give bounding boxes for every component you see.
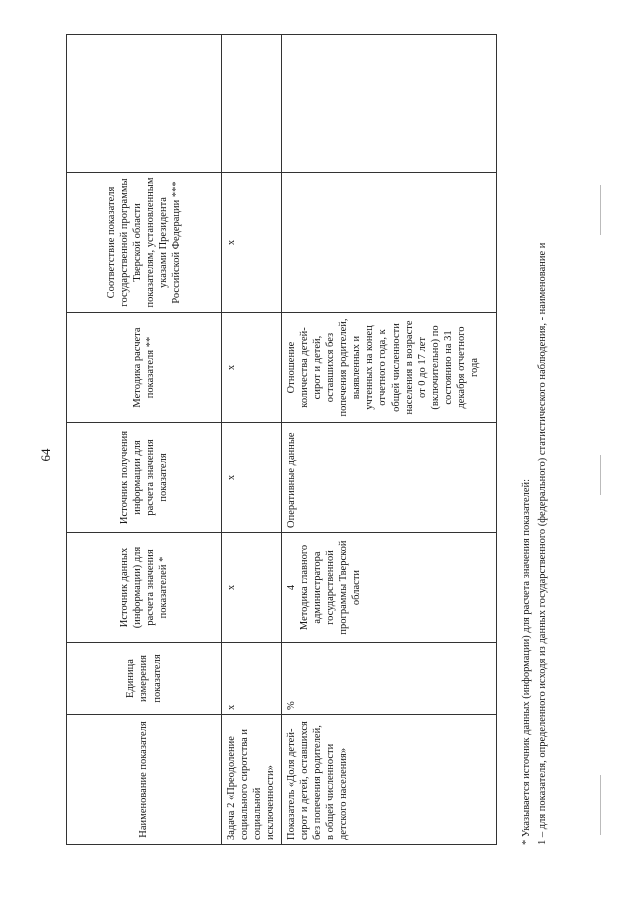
page-number: 64 [38,448,53,462]
cell-data-source [281,533,497,643]
cell-unit: % [281,643,497,715]
header-match: Соответствие показателя государственной программы Тверской области показателям, установленным указами Президента Российской Федерации *** [67,173,222,313]
cell-method: Отношение количества детей-сирот и детей, оставшихся без попечения родителей, выявленных и учтенных на конец отчетного года, к общей численности населения в возрасте от 0 до 17 лет (включительно) по состоянию на 31 декабря отчетного года [281,313,497,423]
footnote [519,35,551,845]
cell-info-source: х [222,423,282,533]
header-empty [67,35,222,173]
cell-name: Задача 2 «Преодоление социального сиротства и социальной исключенности» [222,715,282,845]
cell-data-source-code: 4 [285,584,297,591]
table-row [222,35,282,845]
table-row [281,35,497,845]
header-indicator-name: Наименование показателя [67,715,222,845]
cell-empty [281,35,497,173]
cell-match: х [222,173,282,313]
footnote-line-1: * Указывается источник данных (информации) для расчета значения показателей: [521,478,532,845]
edge-mark [600,455,601,495]
cell-data-source-text: Методика главного администратора государственной программы Тверской области [298,540,363,635]
cell-name: Показатель «Доля детей-сирот и детей, оставшихся без попечения родителей, в общей численности детского населения» [281,715,497,845]
table-header-row [67,35,222,845]
indicators-table [66,34,497,845]
cell-data-source: х [222,533,282,643]
cell-empty [222,35,282,173]
header-unit: Единица измерения показателя [67,643,222,715]
cell-unit: х [222,643,282,715]
header-method: Методика расчета показателя ** [67,313,222,423]
scan-edge-marks [600,35,608,875]
edge-mark [600,185,601,235]
cell-match [281,173,497,313]
header-data-source: Источник данных (информации) для расчета значения показателей * [67,533,222,643]
edge-mark [600,775,601,835]
footnote-line-2: 1 – для показателя, определенного исходя из данных государственного (федерального) статистического наблюдения, - наименование и [536,242,548,845]
header-info-source: Источник получения информации для расчета значения показателя [67,423,222,533]
rotated-page [30,35,610,875]
cell-info-source: Оперативные данные [281,423,497,533]
cell-method: х [222,313,282,423]
